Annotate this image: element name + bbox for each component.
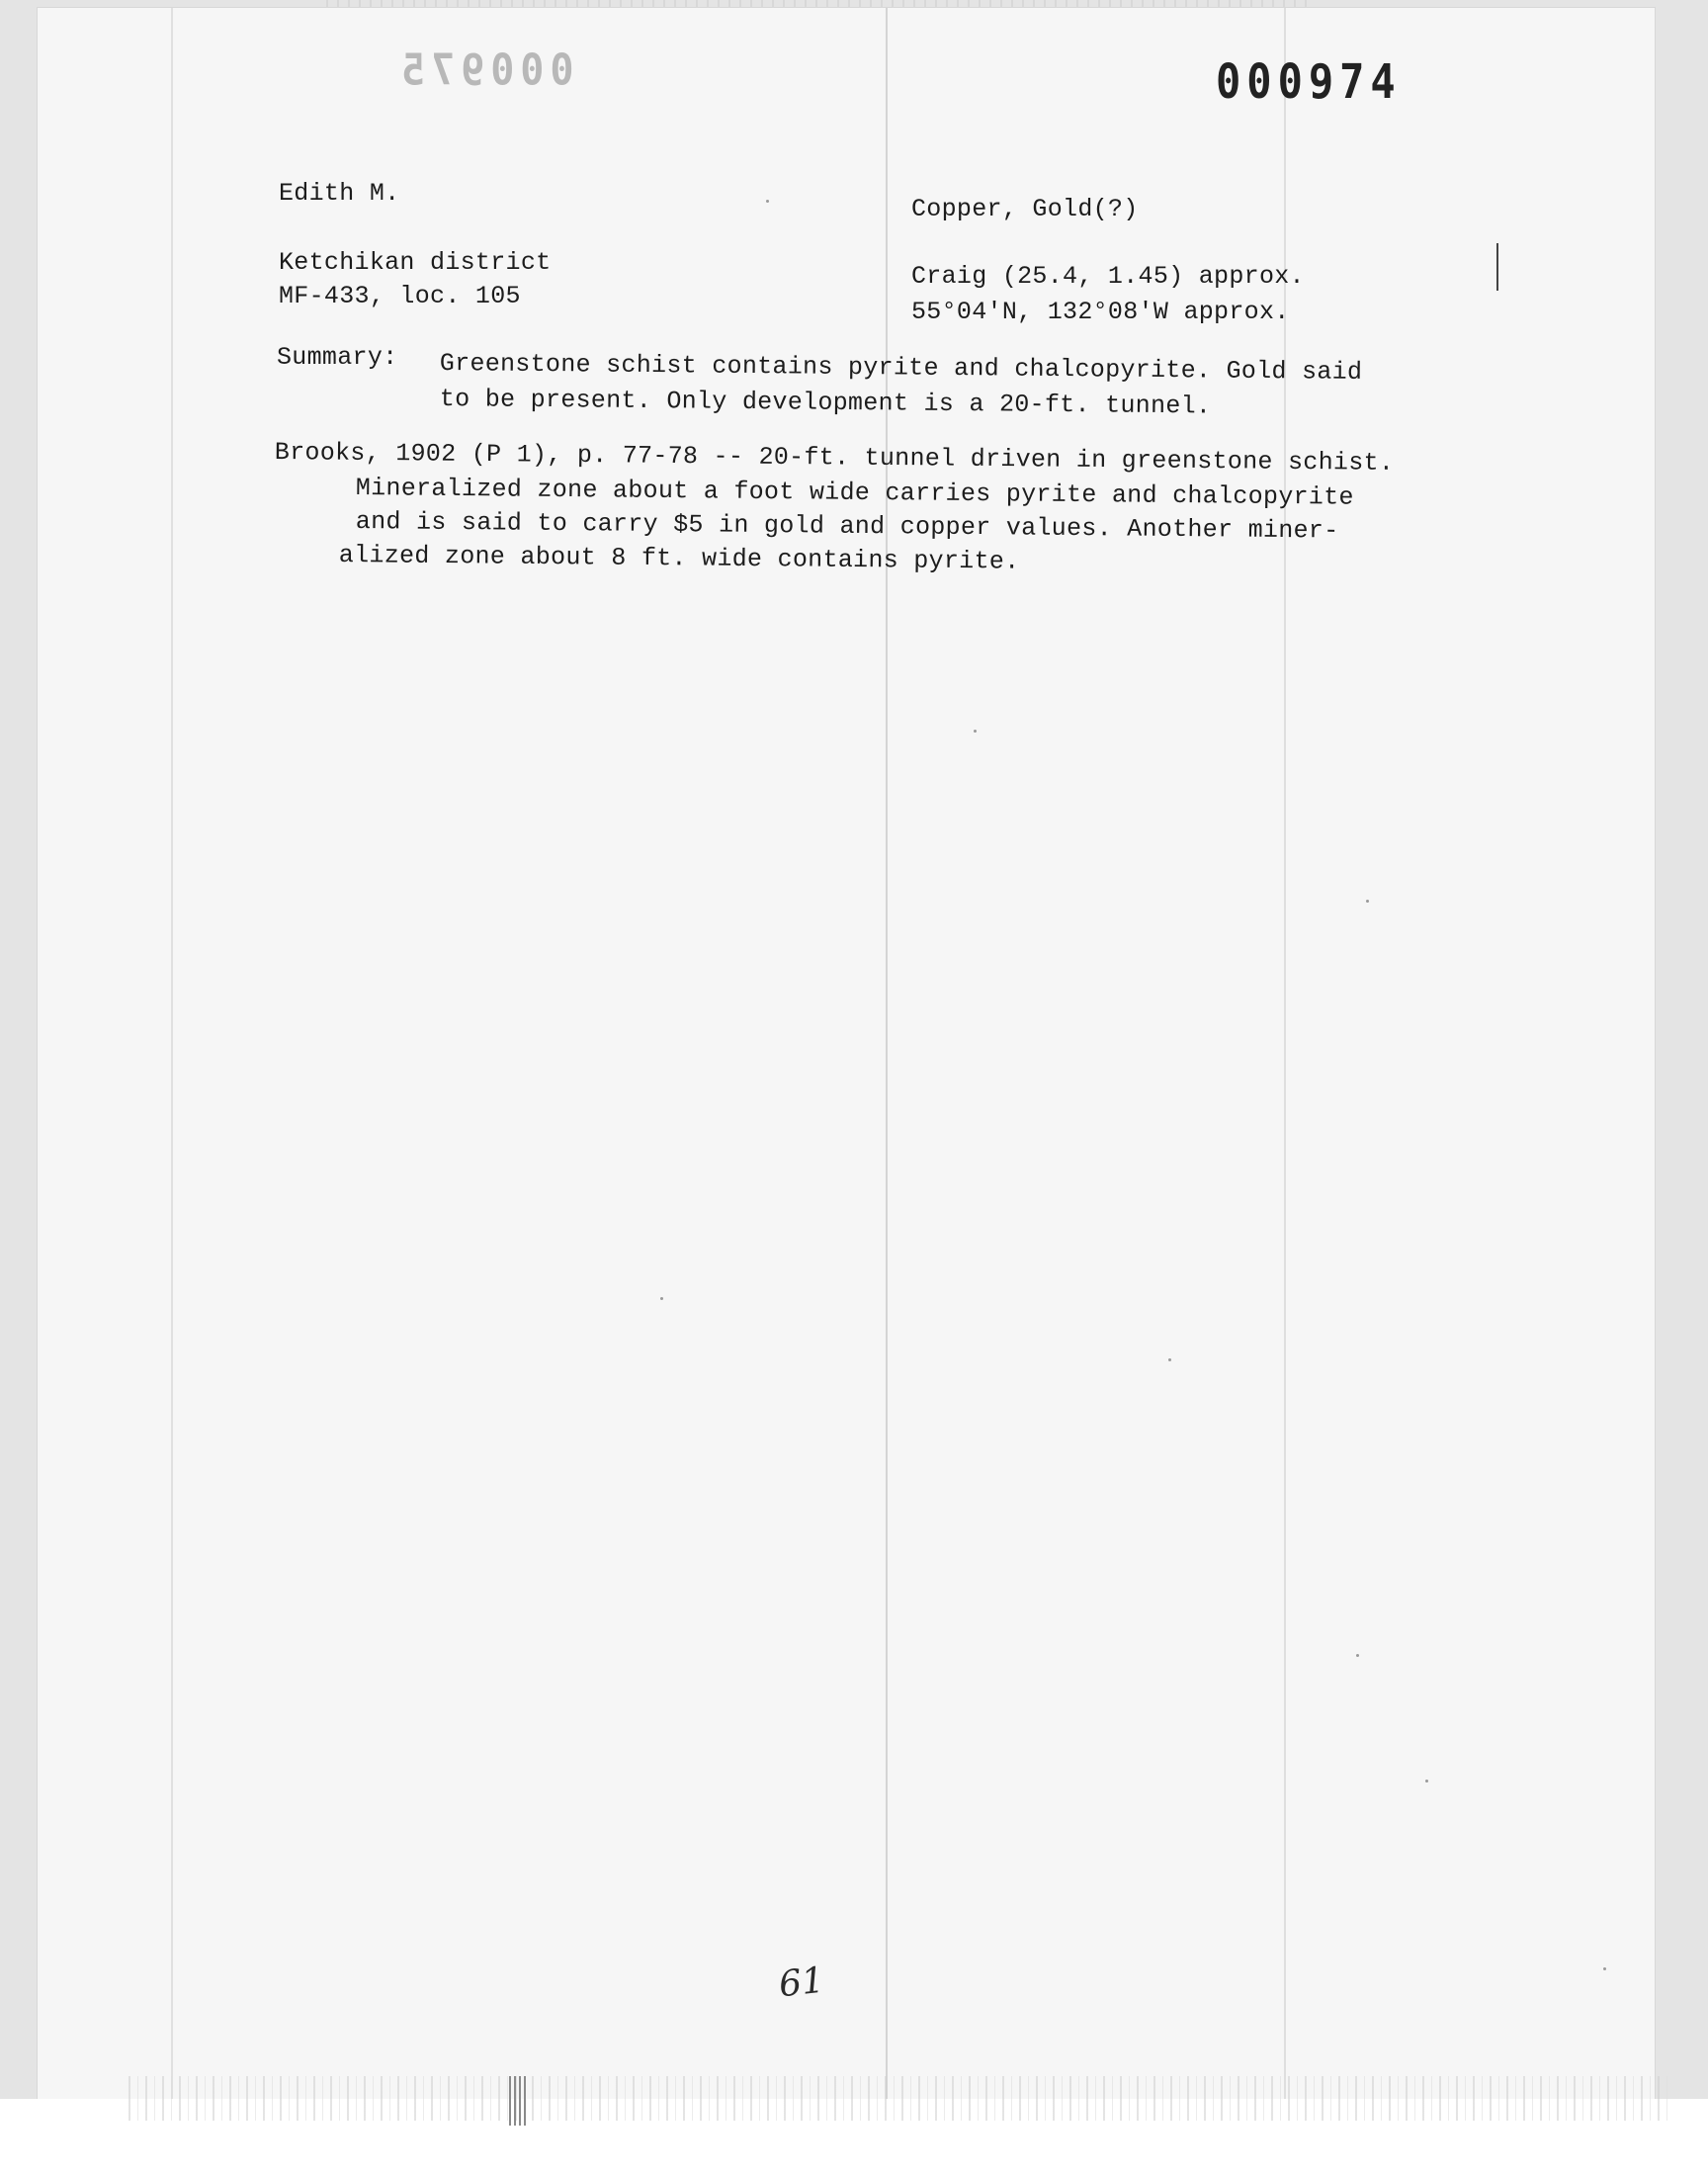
bleed-through-stamp: 000975 [395,44,574,96]
reference-text-line: Mineralized zone about a foot wide carries pyrite and chalcopyrite [355,473,1354,512]
scan-speck [766,200,769,203]
handwritten-page-number: 61 [776,1959,826,2006]
record-name: Edith M. [279,179,400,208]
margin-mark [1496,243,1498,291]
page-crease [171,8,173,2099]
coordinates: 55°04'N, 132°08'W approx. [911,298,1290,326]
summary-text-line: Greenstone schist contains pyrite and chalcopyrite. Gold said [439,348,1363,387]
scan-artifact-dark [509,2076,529,2126]
reference-text-line: Brooks, 1902 (P 1), p. 77-78 -- 20-ft. tunnel driven in greenstone schist. [274,437,1395,478]
summary-text-line: to be present. Only development is a 20-ft. tunnel. [439,384,1212,421]
map-reference: MF-433, loc. 105 [279,282,521,310]
district: Ketchikan district [279,248,552,277]
scan-artifact-bottom [128,2076,1670,2121]
scan-speck [1425,1780,1428,1783]
reference-text-line: and is said to carry $5 in gold and copper values. Another miner- [355,506,1339,546]
scan-speck [1356,1654,1359,1657]
scan-speck [974,730,977,733]
quadrangle: Craig (25.4, 1.45) approx. [911,262,1305,291]
reference-text-line: alized zone about 8 ft. wide contains pyrite. [338,540,1020,576]
document-page [38,8,1655,2099]
document-number-stamp: 000974 [1216,53,1402,110]
scan-speck [1366,900,1369,903]
commodity: Copper, Gold(?) [911,195,1139,223]
page-crease [886,8,888,2099]
scan-speck [660,1297,663,1300]
scan-speck [1168,1358,1171,1361]
scan-speck [1603,1967,1606,1970]
summary-label: Summary: [277,343,398,372]
